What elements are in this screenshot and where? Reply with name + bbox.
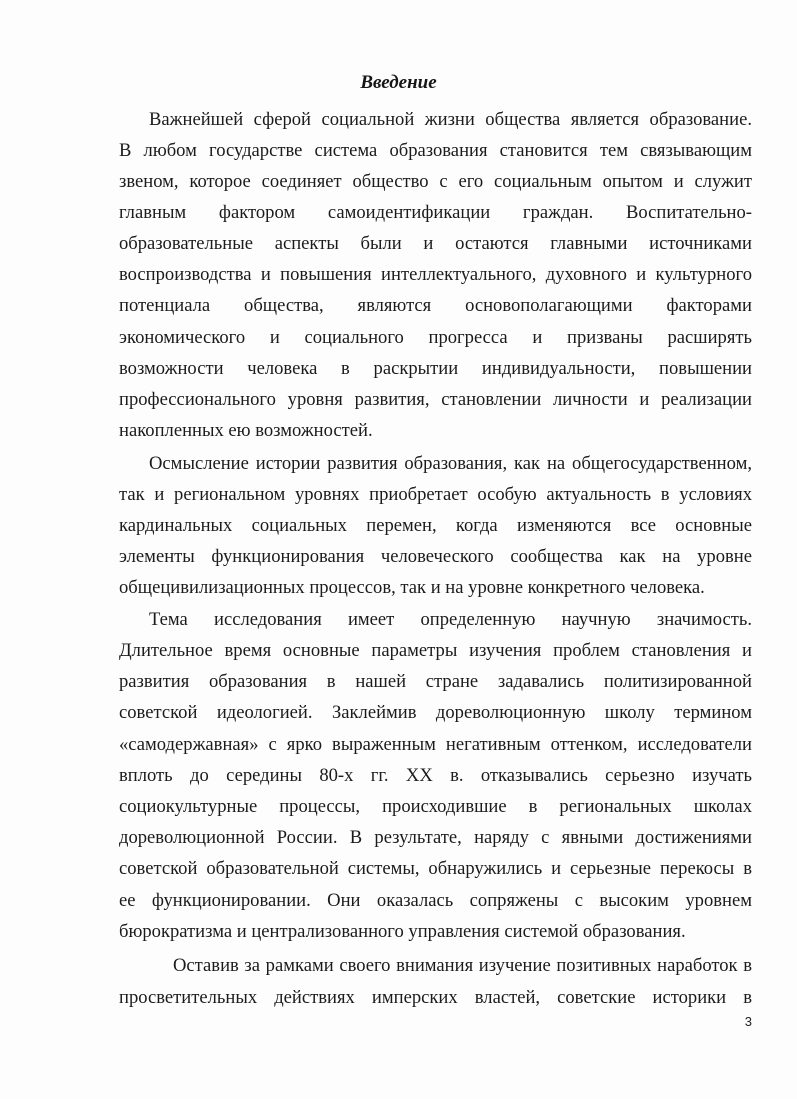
text-line: возможности человека в раскрытии индивидуальности, повышении [119, 358, 752, 379]
text-line: экономического и социального прогресса и призваны расширять [119, 327, 752, 348]
text-line: накопленных ею возможностей. [119, 420, 373, 441]
text-line: Длительное время основные параметры изучения проблем становления и [119, 640, 752, 661]
text-line: кардинальных социальных перемен, когда изменяются все основные [119, 515, 752, 536]
text-line: элементы функционирования человеческого сообщества как на уровне [119, 546, 752, 567]
text-line: советской образовательной системы, обнаружились и серьезные перекосы в [119, 858, 752, 879]
text-line: вплоть до середины 80-х гг. XX в. отказывались серьезно изучать [119, 765, 752, 786]
text-line: потенциала общества, являются основополагающими факторами [119, 295, 752, 316]
text-line: образовательные аспекты были и остаются главными источниками [119, 233, 752, 254]
text-line: В любом государстве система образования становится тем связывающим [119, 140, 752, 161]
text-line: просветительных действиях имперских властей, советские историки в [119, 987, 752, 1008]
text-line: дореволюционной России. В результате, наряду с явными достижениями [119, 827, 752, 848]
text-line: Тема исследования имеет определенную научную значимость. [149, 609, 752, 630]
text-line: ее функционировании. Они оказалась сопряжены с высоким уровнем [119, 890, 752, 911]
text-line: воспроизводства и повышения интеллектуального, духовного и культурного [119, 264, 752, 285]
text-line: Оставив за рамками своего внимания изучение позитивных наработок в [173, 955, 752, 976]
text-line: Важнейшей сферой социальной жизни общества является образование. [149, 109, 752, 130]
text-line: звеном, которое соединяет общество с его социальным опытом и служит [119, 171, 752, 192]
text-line: общецивилизационных процессов, так и на уровне конкретного человека. [119, 577, 705, 598]
text-line: советской идеологией. Заклеймив дореволюционную школу термином [119, 702, 752, 723]
text-line: «самодержавная» с ярко выраженным негативным оттенком, исследователи [119, 734, 752, 755]
text-line: профессионального уровня развития, становлении личности и реализации [119, 389, 752, 410]
text-line: бюрократизма и централизованного управления системой образования. [119, 921, 686, 942]
section-heading: Введение [360, 72, 437, 93]
text-line: социокультурные процессы, происходившие в региональных школах [119, 796, 752, 817]
text-line: главным фактором самоидентификации граждан. Воспитательно- [119, 202, 752, 223]
page-number: 3 [744, 1014, 752, 1029]
text-line: Осмысление истории развития образования, как на общегосударственном, [149, 453, 752, 474]
text-line: развития образования в нашей стране задавались политизированной [119, 671, 752, 692]
text-line: так и региональном уровнях приобретает особую актуальность в условиях [119, 484, 752, 505]
